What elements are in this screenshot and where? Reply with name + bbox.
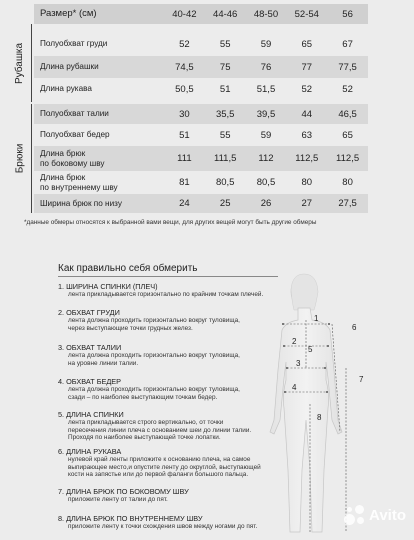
table-cell: 52 [179,38,190,50]
step-title: 1. ШИРИНА СПИНКИ (ПЛЕЧ) [58,282,158,291]
guide-step [58,447,288,479]
guide-title: Как правильно себя обмерить [58,263,198,274]
step-description: лента прикладывается горизонтально по крайним точкам плечей. [68,291,264,298]
figure-number: 3 [296,359,301,368]
step-title: 5. ДЛИНА СПИНКИ [58,410,124,419]
table-row [34,124,368,146]
table-cell: 74,5 [175,61,194,73]
table-cell: 80 [301,177,313,188]
guide-step [58,377,288,401]
body-measurement-figure [262,270,372,540]
group-label-shirt: Рубашка [8,24,32,102]
table-row [34,56,368,78]
group-labels [8,0,32,213]
figure-number: 5 [308,345,313,354]
table-cell: 24 [179,198,190,209]
size-header: 48-50 [253,8,279,20]
row-label: Полуобхват груди [40,39,108,49]
avito-watermark [344,504,406,526]
table-cell: 55 [219,129,231,141]
table-cell: 77 [301,61,313,73]
table-footnote: *данные обмеры относятся к выбранной вами вещи, для других вещей могут быть другие обмеры [24,219,317,226]
table-cell: 112,5 [336,153,360,164]
table-cell: 59 [260,38,272,50]
figure-number: 1 [314,314,319,323]
table-cell: 46,5 [338,108,357,120]
table-cell: 51,5 [256,83,276,95]
guide-divider [58,276,278,277]
table-cell: 27 [301,198,313,209]
table-cell: 39,5 [256,108,276,120]
step-title: 6. ДЛИНА РУКАВА [58,447,122,456]
table-cell: 80 [342,177,353,188]
table-cell: 26 [260,198,272,209]
table-cell: 59 [260,129,272,141]
table-row [34,194,368,213]
step-description: лента должна проходить горизонтально вокруг туловища, на уровне линии талии. [68,352,240,367]
figure-number: 2 [292,337,297,346]
figure-number: 8 [317,413,322,422]
table-row [34,171,368,194]
guide-step [58,343,288,367]
step-title: 3. ОБХВАТ ТАЛИИ [58,343,122,352]
table-cell: 50,5 [175,83,194,95]
table-cell: 30 [179,108,190,120]
guide-step [58,487,288,504]
table-cell: 52 [301,83,313,95]
table-cell: 25 [219,198,231,209]
table-cell: 27,5 [338,198,357,209]
table-cell: 75 [219,61,231,73]
table-row [34,146,368,171]
figure-number: 6 [352,323,357,332]
table-row [34,78,368,100]
step-description: лента должна проходить горизонтально вокруг туловища, через выступающие точки грудных желез. [68,317,240,332]
step-description: приложите ленту от талии до пят. [68,496,168,503]
table-cell: 77,5 [338,61,357,73]
table-cell: 112 [258,153,274,164]
table-cell: 112,5 [295,153,319,164]
table-cell: 52 [342,83,353,95]
body-silhouette [262,270,372,540]
table-cell: 111 [177,153,192,164]
step-title: 7. ДЛИНА БРЮК ПО БОКОВОМУ ШВУ [58,487,189,496]
step-description: нулевой край ленты приложите к основанию плеча, на самое выпирающее место,и опустите ленту до округлой, выступающей кости на запястье или до первой фаланги большого пальца. [68,456,261,479]
step-description: лента должна проходить горизонтально вокруг туловища, сзади – по наиболее выступающим точкам бедер. [68,386,240,401]
size-header: 44-46 [213,8,238,20]
row-label: Длина рукава [40,84,92,94]
avito-wordmark: Avito [369,506,406,524]
avito-logo-icon [344,504,366,526]
figure-number: 4 [292,383,297,392]
table-cell: 111,5 [214,153,237,164]
figure-number: 7 [359,375,364,384]
guide-step [58,308,288,332]
table-row [34,104,368,124]
row-label: Длина брюк по внутреннему шву [40,173,118,192]
row-label: Полуобхват талии [40,109,109,119]
row-label: Длина рубашки [40,62,99,72]
step-description: приложите ленту к точки схождения швов между ногами до пят. [68,523,258,530]
table-row [34,32,368,56]
guide-step [58,282,288,299]
step-title: 2. ОБХВАТ ГРУДИ [58,308,120,317]
table-cell: 51 [219,83,231,95]
table-cell: 35,5 [215,108,235,120]
row-label: Длина брюк по боковому шву [40,149,105,168]
table-cell: 63 [301,129,313,141]
table-cell: 80,5 [215,177,235,188]
table-header-row [34,4,368,24]
table-cell: 80,5 [256,177,276,188]
table-cell: 65 [301,38,313,50]
table-cell: 67 [342,38,353,50]
table-cell: 55 [219,38,231,50]
size-header: 40-42 [172,8,197,20]
size-table [8,0,368,213]
size-header: 56 [342,8,353,20]
table-cell: 51 [179,129,190,141]
table-cell: 65 [342,129,353,141]
header-label: Размер* (см) [40,8,97,20]
row-label: Полуобхват бедер [40,130,110,140]
group-label-pants: Брюки [8,104,32,213]
row-label: Ширина брюк по низу [40,198,122,208]
size-header: 52-54 [294,8,319,20]
step-title: 8. ДЛИНА БРЮК ПО ВНУТРЕННЕМУ ШВУ [58,514,203,523]
guide-step [58,514,288,531]
table-cell: 76 [260,61,272,73]
table-cell: 44 [301,108,313,120]
guide-step [58,410,288,442]
step-description: лента прикладывается строго вертикально, от точки пересечения линии плеча с основанием шеи до линии талии. Проходя по наиболее выступающей точке лопатки. [68,419,252,442]
table-cell: 81 [179,177,190,188]
step-title: 4. ОБХВАТ БЕДЕР [58,377,122,386]
